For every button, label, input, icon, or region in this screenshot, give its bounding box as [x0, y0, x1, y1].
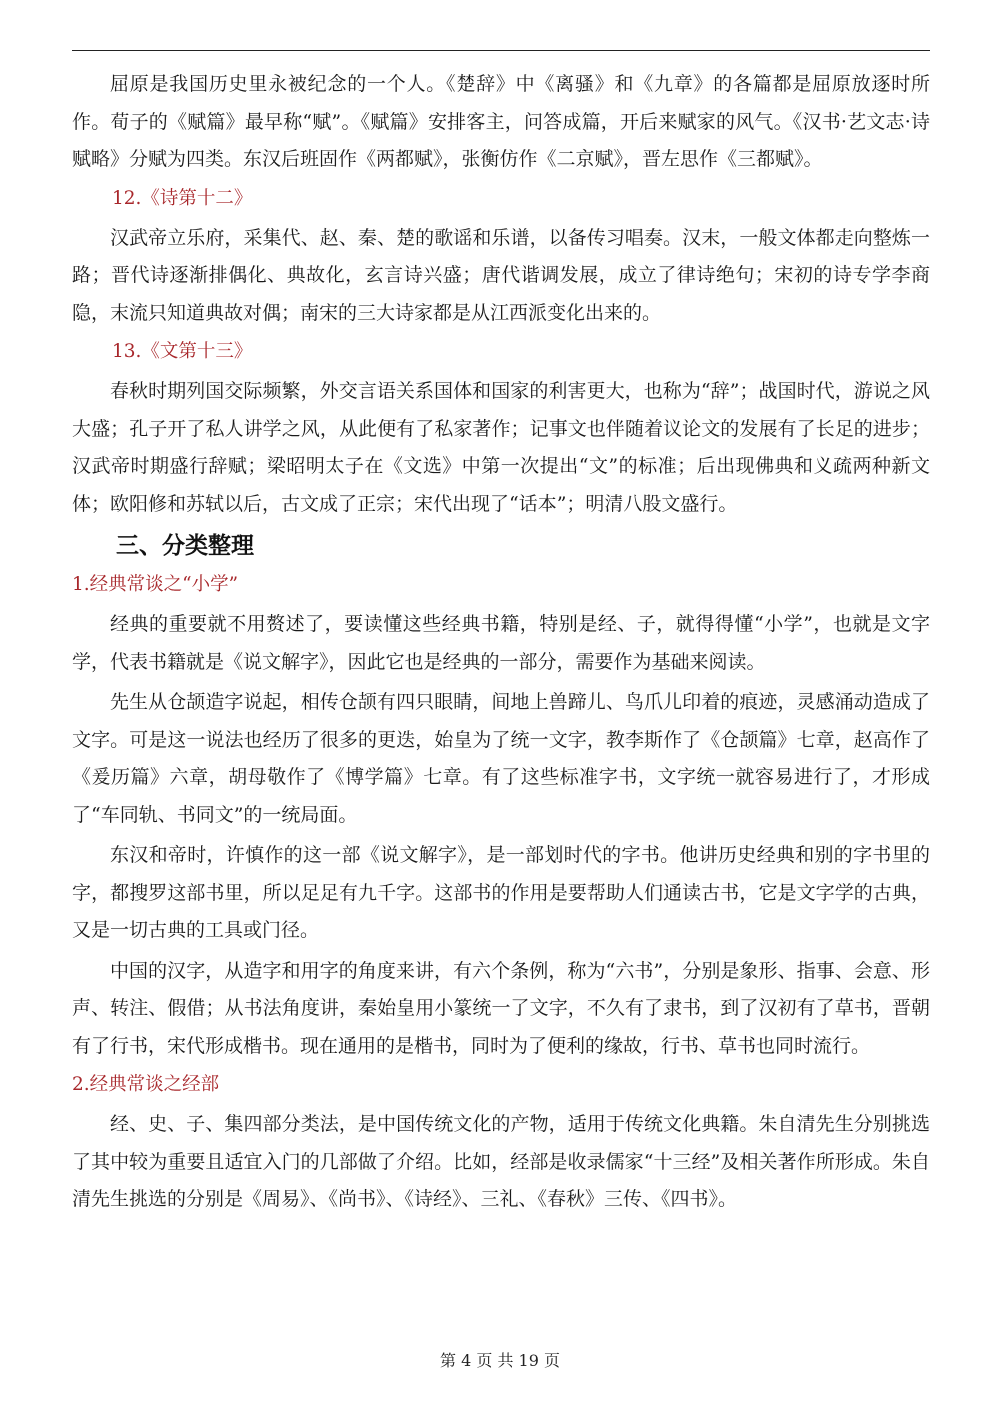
paragraph-wen: 春秋时期列国交际频繁，外交言语关系国体和国家的利害更大，也称为“辞”；战国时代，游说之风大盛；孔子开了私人讲学之风，从此便有了私家著作；记事文也伴随着议论文的发展有了长足的进步；汉武帝时期盛行辞赋；梁昭明太子在《文选》中第一次提出“文”的标准；后出现佛典和义疏两种新文体；欧阳修和苏轼以后，古文成了正宗；宋代出现了“话本”；明清八股文盛行。	[72, 380, 930, 515]
page-number-footer: 第 4 页 共 19 页	[440, 1351, 560, 1370]
paragraph-xiaoxue-3: 东汉和帝时，许慎作的这一部《说文解字》，是一部划时代的字书。他讲历史经典和别的字书里的字，都搜罗这部书里，所以足足有九千字。这部书的作用是要帮助人们通读古书，它是文字学的古典，又是一切古典的工具或门径。	[72, 844, 930, 941]
header-rule	[72, 50, 930, 51]
paragraph-xiaoxue-1: 经典的重要就不用赘述了，要读懂这些经典书籍，特别是经、子，就得得懂“小学”，也就是文字学，代表书籍就是《说文解字》，因此它也是经典的一部分，需要作为基础来阅读。	[72, 613, 930, 673]
paragraph-qu-yuan: 屈原是我国历史里永被纪念的一个人。《楚辞》中《离骚》和《九章》的各篇都是屈原放逐时所作。荀子的《赋篇》最早称“赋”。《赋篇》安排客主，问答成篇，开后来赋家的风气。《汉书·艺文志·诗赋略》分赋为四类。东汉后班固作《两都赋》，张衡仿作《二京赋》，晋左思作《三都赋》。	[72, 73, 930, 170]
subheading-jingbu: 2.经典常谈之经部	[72, 1074, 220, 1095]
paragraph-xiaoxue-2: 先生从仓颉造字说起，相传仓颉有四只眼睛，间地上兽蹄儿、鸟爪儿印着的痕迹，灵感涌动造成了文字。可是这一说法也经历了很多的更迭，始皇为了统一文字，教李斯作了《仓颉篇》七章，赵高作了《爰历篇》六章，胡母敬作了《博学篇》七章。有了这些标准字书，文字统一就容易进行了，才形成了“车同轨、书同文”的一统局面。	[72, 691, 930, 826]
subheading-shi: 12.《诗第十二》	[112, 187, 253, 209]
paragraph-jingbu: 经、史、子、集四部分类法，是中国传统文化的产物，适用于传统文化典籍。朱自清先生分别挑选了其中较为重要且适宜入门的几部做了介绍。比如，经部是收录儒家“十三经”及相关著作所形成。朱自清先生挑选的分别是《周易》、《尚书》、《诗经》、三礼、《春秋》三传、《四书》。	[72, 1113, 930, 1210]
paragraph-xiaoxue-4: 中国的汉字，从造字和用字的角度来讲，有六个条例，称为“六书”，分别是象形、指事、会意、形声、转注、假借；从书法角度讲，秦始皇用小篆统一了文字，不久有了隶书，到了汉初有了草书，晋朝有了行书，宋代形成楷书。现在通用的是楷书，同时为了便利的缘故，行书、草书也同时流行。	[72, 959, 930, 1057]
subheading-xiaoxue: 1.经典常谈之“小学”	[72, 574, 239, 595]
subheading-wen: 13.《文第十三》	[112, 341, 253, 362]
page-content	[72, 66, 930, 1222]
paragraph-shi: 汉武帝立乐府，采集代、赵、秦、楚的歌谣和乐谱，以备传习唱奏。汉末，一般文体都走向整炼一路；晋代诗逐渐排偶化、典故化，玄言诗兴盛；唐代谐调发展，成立了律诗绝句；宋初的诗专学李商隐，末流只知道典故对偶；南宋的三大诗家都是从江西派变化出来的。	[72, 226, 930, 324]
section-title-classification: 三、分类整理	[116, 533, 254, 559]
